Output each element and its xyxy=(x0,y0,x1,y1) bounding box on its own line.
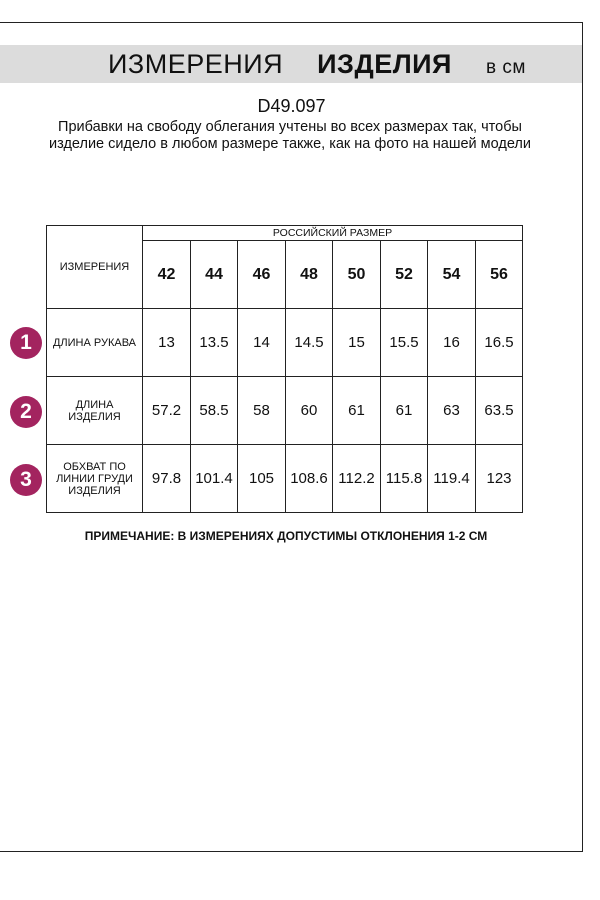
value-cell: 58.5 xyxy=(191,377,238,445)
value-cell: 63 xyxy=(428,377,476,445)
size-cell: 52 xyxy=(381,241,428,309)
table-header-row xyxy=(47,226,523,241)
size-cell: 50 xyxy=(333,241,381,309)
value-cell: 63.5 xyxy=(476,377,523,445)
value-cell: 58 xyxy=(238,377,286,445)
size-cell: 46 xyxy=(238,241,286,309)
value-cell: 101.4 xyxy=(191,445,238,513)
product-code: D49.097 xyxy=(257,96,326,116)
size-cell: 54 xyxy=(428,241,476,309)
size-table xyxy=(46,225,523,513)
title-item: ИЗДЕЛИЯ xyxy=(317,49,452,79)
value-cell: 16.5 xyxy=(476,309,523,377)
value-cell: 112.2 xyxy=(333,445,381,513)
value-cell: 60 xyxy=(286,377,333,445)
row-label-chest-girth: ОБХВАТ ПО ЛИНИИ ГРУДИ ИЗДЕЛИЯ xyxy=(47,445,143,513)
size-cell: 42 xyxy=(143,241,191,309)
value-cell: 57.2 xyxy=(143,377,191,445)
table-row xyxy=(47,445,523,513)
row-label-sleeve-length: ДЛИНА РУКАВА xyxy=(47,309,143,377)
row-number-badge: 1 xyxy=(10,327,42,359)
size-cell: 48 xyxy=(286,241,333,309)
size-cell: 56 xyxy=(476,241,523,309)
row-label-item-length: ДЛИНА ИЗДЕЛИЯ xyxy=(47,377,143,445)
value-cell: 108.6 xyxy=(286,445,333,513)
page-title xyxy=(108,47,526,81)
row-number-badge: 2 xyxy=(10,396,42,428)
measure-header: ИЗМЕРЕНИЯ xyxy=(47,226,143,309)
intro-text: Прибавки на свободу облегания учтены во всех размерах так, чтобы изделие сидело в любом размере также, как на фото на нашей модели xyxy=(49,119,531,152)
value-cell: 14 xyxy=(238,309,286,377)
value-cell: 97.8 xyxy=(143,445,191,513)
value-cell: 123 xyxy=(476,445,523,513)
size-group-header: РОССИЙСКИЙ РАЗМЕР xyxy=(143,226,523,241)
title-measurements: ИЗМЕРЕНИЯ xyxy=(108,49,284,79)
table-row xyxy=(47,309,523,377)
value-cell: 119.4 xyxy=(428,445,476,513)
value-cell: 13 xyxy=(143,309,191,377)
deviation-note: ПРИМЕЧАНИЕ: В ИЗМЕРЕНИЯХ ДОПУСТИМЫ ОТКЛОНЕНИЯ 1-2 СМ xyxy=(84,529,488,543)
row-number-badge: 3 xyxy=(10,464,42,496)
value-cell: 61 xyxy=(381,377,428,445)
title-unit: в см xyxy=(485,57,526,78)
table-row xyxy=(47,377,523,445)
value-cell: 14.5 xyxy=(286,309,333,377)
value-cell: 15 xyxy=(333,309,381,377)
value-cell: 16 xyxy=(428,309,476,377)
value-cell: 13.5 xyxy=(191,309,238,377)
value-cell: 115.8 xyxy=(381,445,428,513)
value-cell: 15.5 xyxy=(381,309,428,377)
value-cell: 105 xyxy=(238,445,286,513)
value-cell: 61 xyxy=(333,377,381,445)
size-cell: 44 xyxy=(191,241,238,309)
